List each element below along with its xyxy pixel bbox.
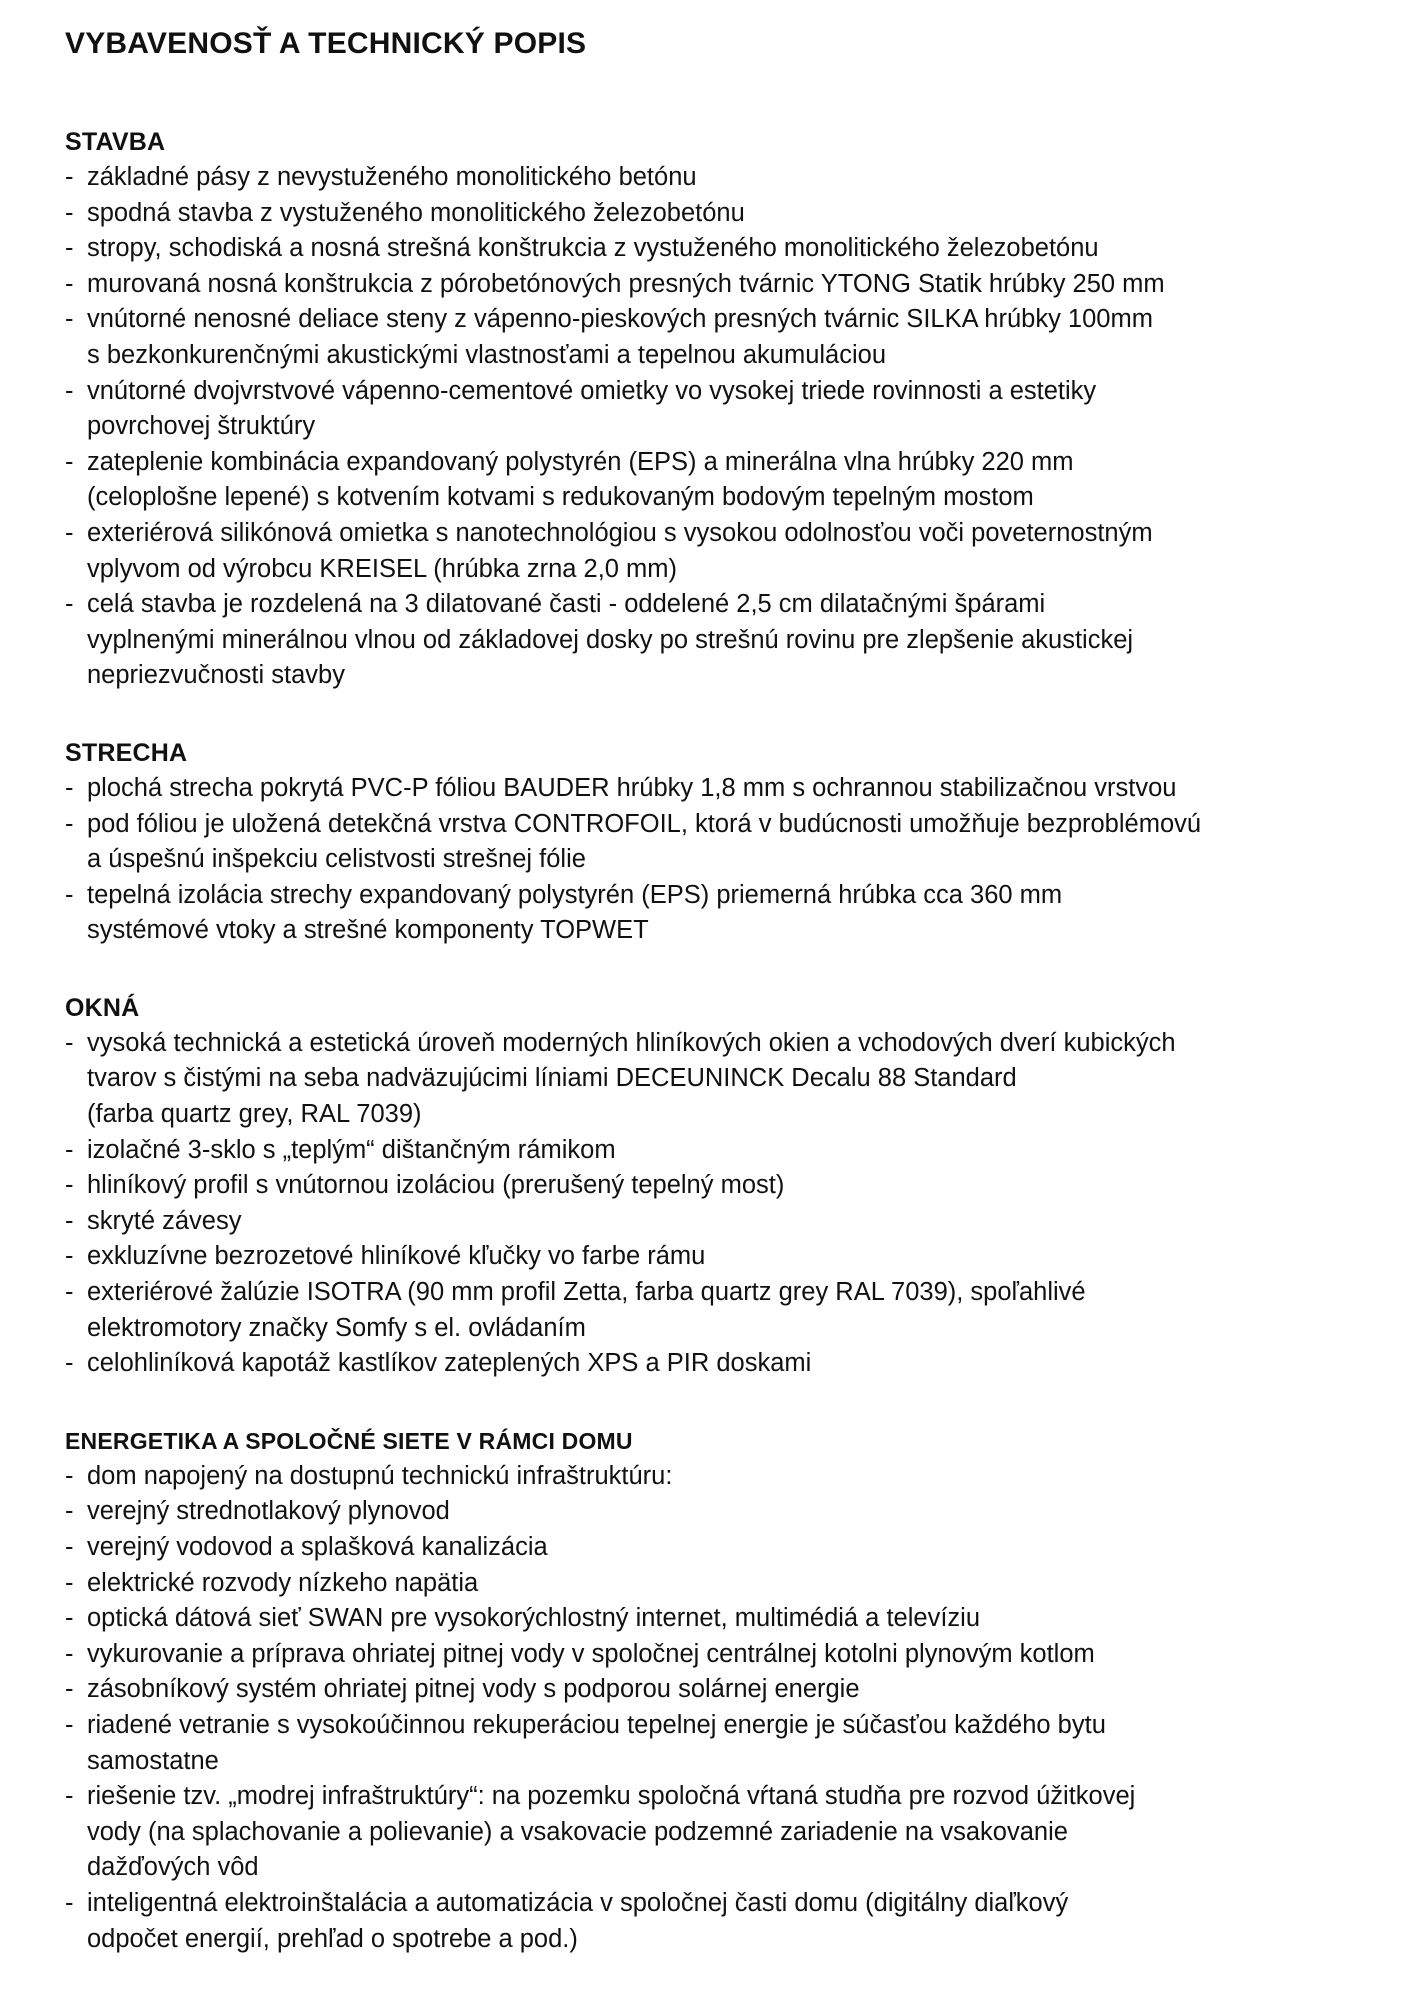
list-item: - optická dátová sieť SWAN pre vysokorýchlostný internet, multimédiá a televíziu bbox=[65, 1601, 1365, 1637]
list-item: - vysoká technická a estetická úroveň moderných hliníkových okien a vchodových dverí kubických tvarov s čistými na seba nadväzujúcimi líniami DECEUNINCK Decalu 88 Standard (farba quartz grey, RAL 7039) bbox=[65, 1026, 1365, 1133]
list-item: - vnútorné nenosné deliace steny z vápenno-pieskových presných tvárnic SILKA hrúbky 100mm s bezkonkurenčnými akustickými vlastnosťami a tepelnou akumuláciou bbox=[65, 302, 1365, 373]
list-item: - verejný strednotlakový plynovod bbox=[65, 1494, 1365, 1530]
section-heading: ENERGETIKA A SPOLOČNÉ SIETE V RÁMCI DOMU bbox=[65, 1427, 633, 1454]
list-item: - exteriérové žalúzie ISOTRA (90 mm profil Zetta, farba quartz grey RAL 7039), spoľahlivé elektromotory značky Somfy s el. ovládaním bbox=[65, 1275, 1365, 1346]
list-item: - exkluzívne bezrozetové hliníkové kľučky vo farbe rámu bbox=[65, 1239, 1365, 1275]
list-item: - základné pásy z nevystuženého monolitického betónu bbox=[65, 160, 1365, 196]
list-item: - inteligentná elektroinštalácia a automatizácia v spoločnej časti domu (digitálny diaľkový odpočet energií, prehľad o spotrebe a pod.) bbox=[65, 1886, 1365, 1957]
item-list bbox=[65, 1026, 1365, 1382]
list-item: - riadené vetranie s vysokoúčinnou rekuperáciou tepelnej energie je súčasťou každého bytu samostatne bbox=[65, 1708, 1365, 1779]
list-item: - tepelná izolácia strechy expandovaný polystyrén (EPS) priemerná hrúbka cca 360 mm systémové vtoky a strešné komponenty TOPWET bbox=[65, 878, 1365, 949]
section-heading: STAVBA bbox=[65, 128, 166, 156]
section-heading: STRECHA bbox=[65, 738, 188, 767]
list-item: - zásobníkový systém ohriatej pitnej vody s podporou solárnej energie bbox=[65, 1672, 1365, 1708]
list-item: - elektrické rozvody nízkeho napätia bbox=[65, 1566, 1365, 1602]
list-item: - skryté závesy bbox=[65, 1204, 1365, 1240]
list-item: - pod fóliou je uložená detekčná vrstva CONTROFOIL, ktorá v budúcnosti umožňuje bezproblémovú a úspešnú inšpekciu celistvosti strešnej fólie bbox=[65, 807, 1365, 878]
list-item: - exteriérová silikónová omietka s nanotechnológiou s vysokou odolnosťou voči poveternostným vplyvom od výrobcu KREISEL (hrúbka zrna 2,0 mm) bbox=[65, 516, 1365, 587]
section-stavba bbox=[65, 124, 1365, 694]
section-strecha bbox=[65, 735, 1365, 949]
list-item: - dom napojený na dostupnú technickú infraštruktúru: bbox=[65, 1459, 1365, 1495]
item-list bbox=[65, 1459, 1365, 1957]
item-list bbox=[65, 160, 1365, 694]
list-item: - verejný vodovod a splašková kanalizácia bbox=[65, 1530, 1365, 1566]
list-item: - spodná stavba z vystuženého monolitického železobetónu bbox=[65, 196, 1365, 232]
list-item: - celá stavba je rozdelená na 3 dilatované časti - oddelené 2,5 cm dilatačnými špárami vyplnenými minerálnou vlnou od základovej dosky po strešnú rovinu pre zlepšenie akustickej nepriezvučnosti stavby bbox=[65, 587, 1365, 694]
item-list bbox=[65, 771, 1365, 949]
list-item: - vykurovanie a príprava ohriatej pitnej vody v spoločnej centrálnej kotolni plynovým kotlom bbox=[65, 1637, 1365, 1673]
list-item: - izolačné 3-sklo s „teplým“ dištančným rámikom bbox=[65, 1133, 1365, 1169]
list-item: - stropy, schodiská a nosná strešná konštrukcia z vystuženého monolitického železobetónu bbox=[65, 231, 1365, 267]
document-page bbox=[65, 26, 1365, 1998]
list-item: - zateplenie kombinácia expandovaný polystyrén (EPS) a minerálna vlna hrúbky 220 mm (celoplošne lepené) s kotvením kotvami s redukovaným bodovým tepelným mostom bbox=[65, 445, 1365, 516]
list-item: - hliníkový profil s vnútornou izoláciou (prerušený tepelný most) bbox=[65, 1168, 1365, 1204]
section-okna bbox=[65, 990, 1365, 1382]
section-energetika bbox=[65, 1423, 1365, 1957]
list-item: - vnútorné dvojvrstvové vápenno-cementové omietky vo vysokej triede rovinnosti a estetiky povrchovej štruktúry bbox=[65, 374, 1365, 445]
list-item: - riešenie tzv. „modrej infraštruktúry“: na pozemku spoločná vŕtaná studňa pre rozvod úžitkovej vody (na splachovanie a polievanie) a vsakovacie podzemné zariadenie na vsakovanie dažďových vôd bbox=[65, 1779, 1365, 1886]
list-item: - murovaná nosná konštrukcia z pórobetónových presných tvárnic YTONG Statik hrúbky 250 mm bbox=[65, 267, 1365, 303]
list-item: - celohliníková kapotáž kastlíkov zateplených XPS a PIR doskami bbox=[65, 1346, 1365, 1382]
section-heading: OKNÁ bbox=[65, 993, 140, 1022]
list-item: - plochá strecha pokrytá PVC-P fóliou BAUDER hrúbky 1,8 mm s ochrannou stabilizačnou vrstvou bbox=[65, 771, 1365, 807]
document-title: VYBAVENOSŤ A TECHNICKÝ POPIS bbox=[65, 27, 587, 60]
